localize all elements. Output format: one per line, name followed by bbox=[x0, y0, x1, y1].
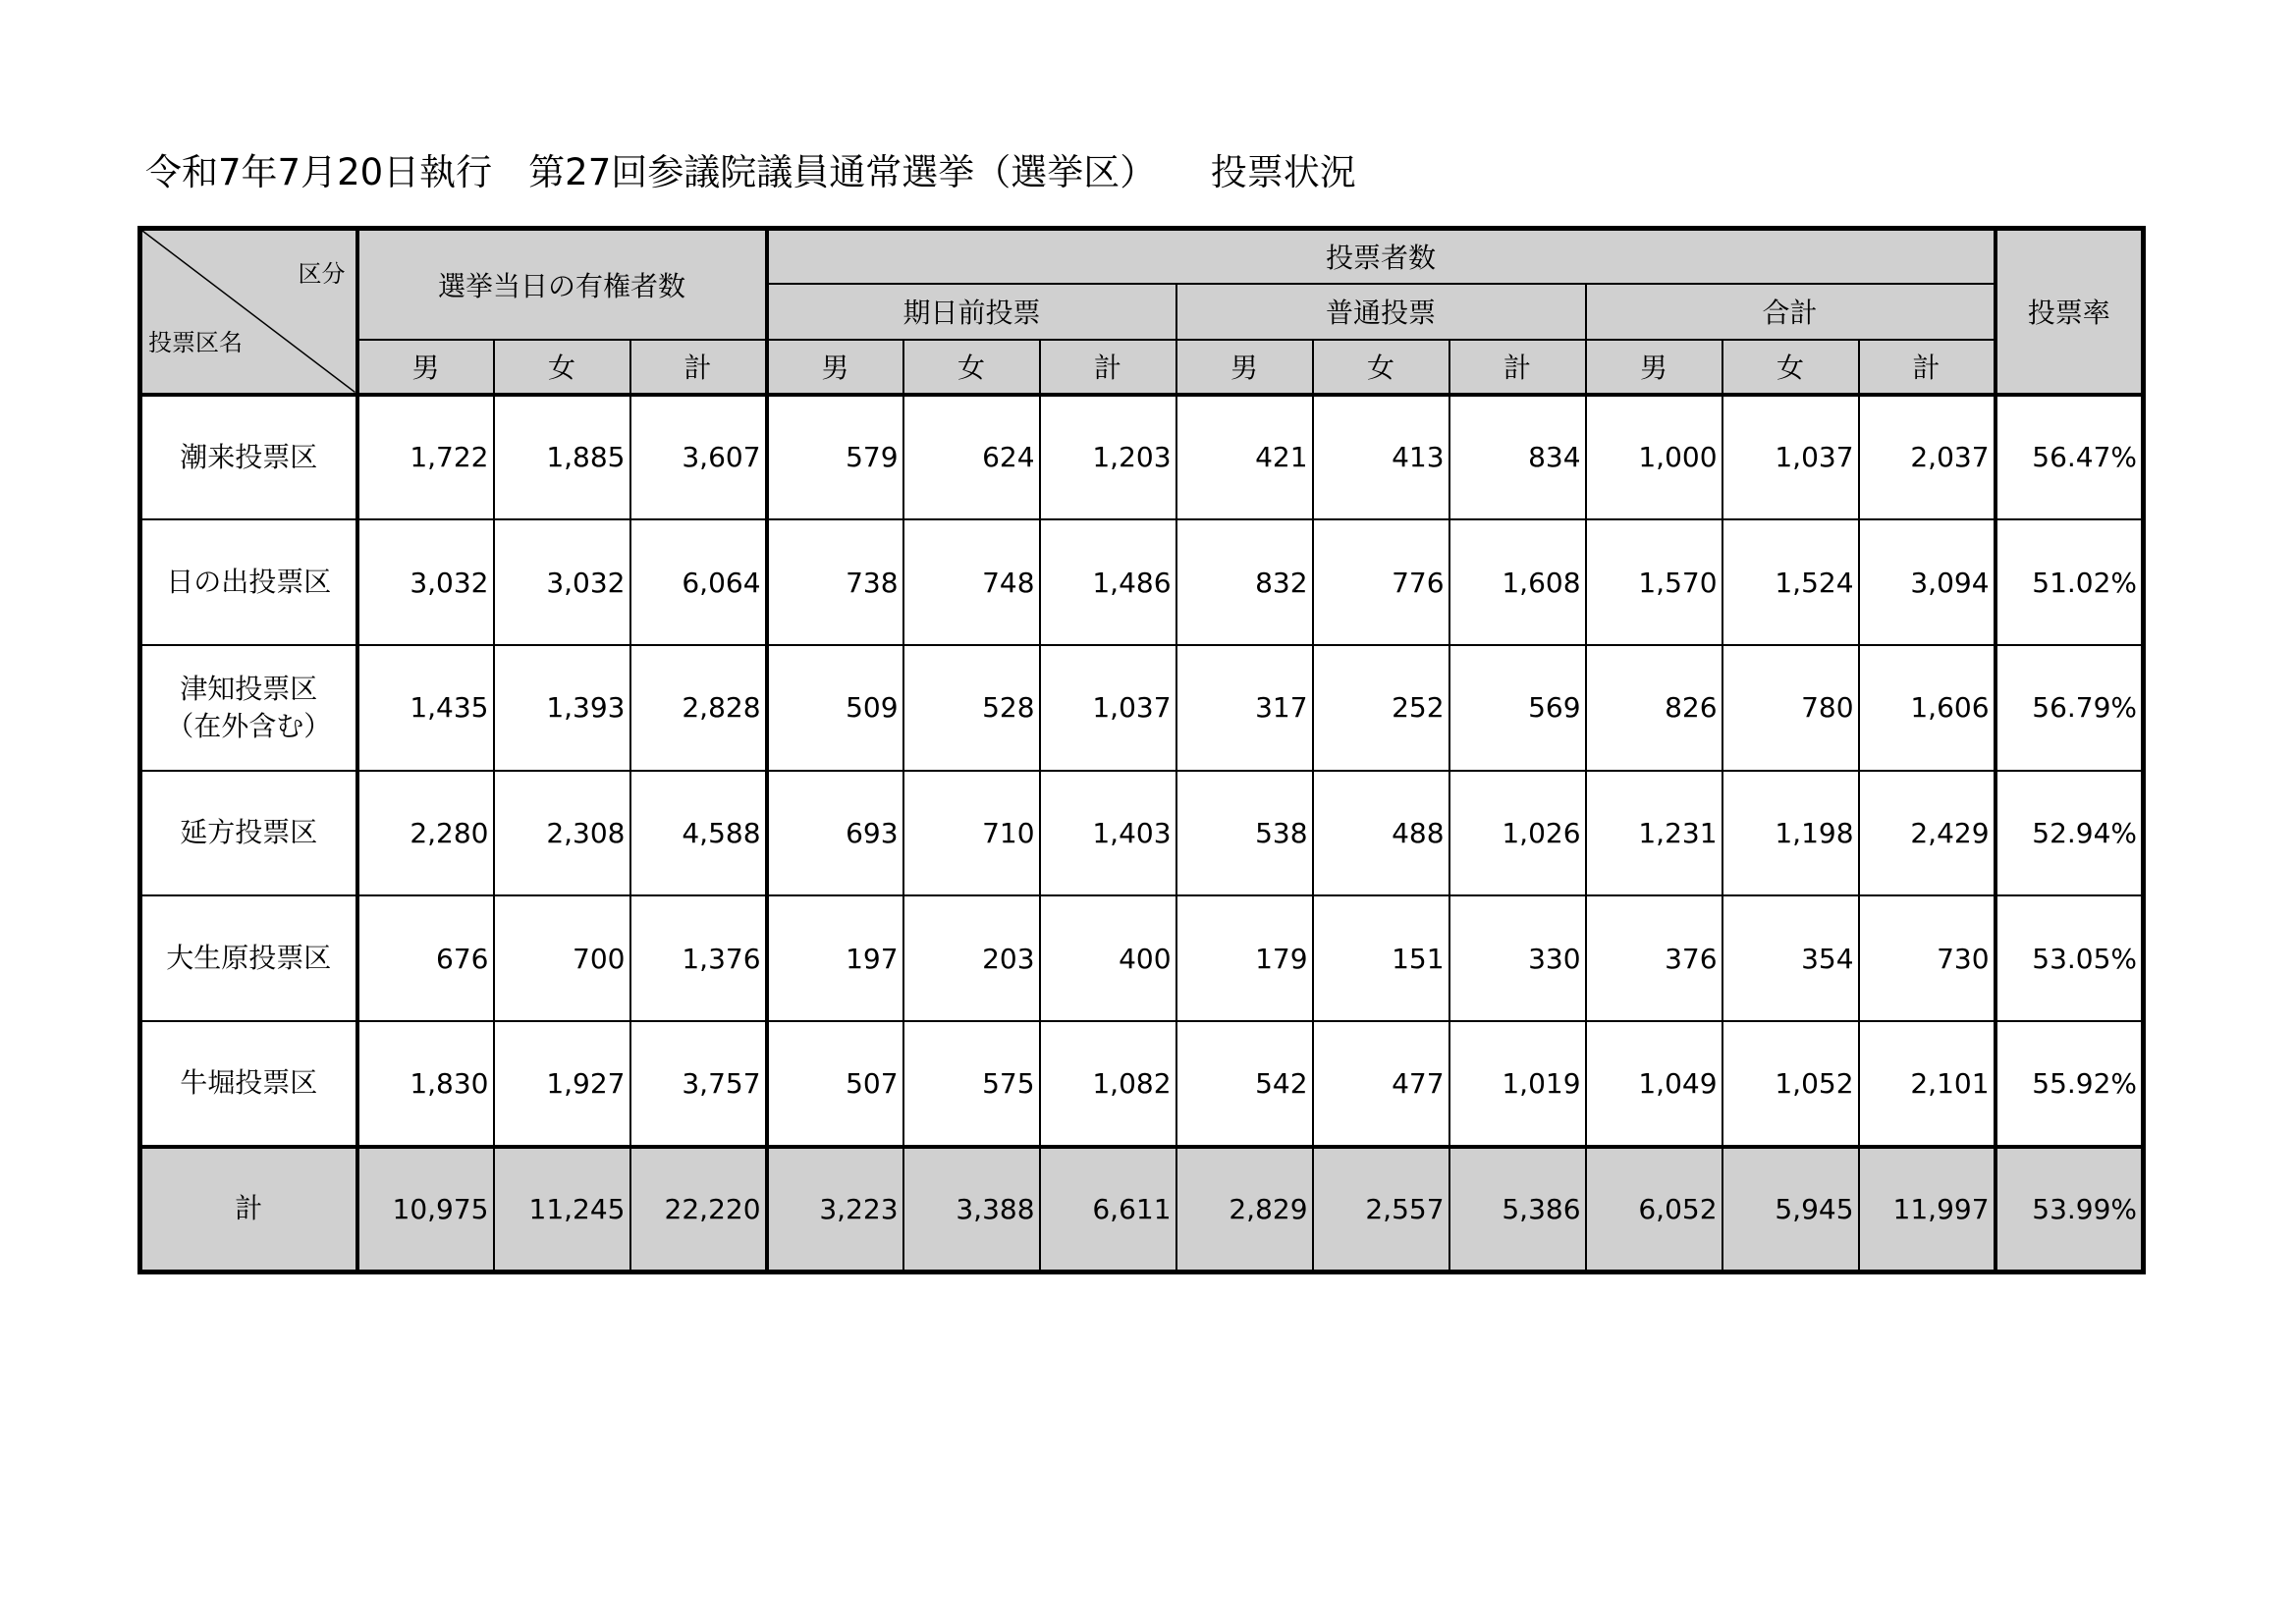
total-row bbox=[140, 1147, 2144, 1272]
turnout-cell: 53.99% bbox=[1995, 1147, 2144, 1272]
regular-total-cell: 834 bbox=[1449, 395, 1586, 520]
early-male-cell: 3,223 bbox=[767, 1147, 903, 1272]
eligible-total-cell: 4,588 bbox=[630, 771, 767, 896]
district-name bbox=[140, 645, 357, 771]
eligible-total-cell: 22,220 bbox=[630, 1147, 767, 1272]
regular-male-cell: 832 bbox=[1176, 519, 1313, 645]
regular-female-cell: 488 bbox=[1313, 771, 1449, 896]
eligible-female-cell: 1,885 bbox=[494, 395, 630, 520]
sum-header: 合計 bbox=[1586, 284, 1995, 340]
voting-status-table bbox=[137, 226, 2146, 1274]
eligible-female-cell: 1,927 bbox=[494, 1021, 630, 1147]
turnout-cell: 53.05% bbox=[1995, 895, 2144, 1021]
early-male-cell: 197 bbox=[767, 895, 903, 1021]
early-total-cell: 6,611 bbox=[1040, 1147, 1176, 1272]
regular-total-cell: 1,608 bbox=[1449, 519, 1586, 645]
sum-female-cell: 354 bbox=[1722, 895, 1859, 1021]
early-male-cell: 738 bbox=[767, 519, 903, 645]
regular-female-cell: 2,557 bbox=[1313, 1147, 1449, 1272]
regular-voting-header: 普通投票 bbox=[1176, 284, 1586, 340]
early-total-cell: 1,082 bbox=[1040, 1021, 1176, 1147]
eligible-female-cell: 11,245 bbox=[494, 1147, 630, 1272]
early-male-cell: 579 bbox=[767, 395, 903, 520]
district-name bbox=[140, 1021, 357, 1147]
regular-total-cell: 330 bbox=[1449, 895, 1586, 1021]
turnout-cell: 56.79% bbox=[1995, 645, 2144, 771]
sum-female-header: 女 bbox=[1722, 340, 1859, 395]
sum-female-cell: 780 bbox=[1722, 645, 1859, 771]
category-label: 区分 bbox=[298, 260, 346, 288]
early-female-cell: 624 bbox=[903, 395, 1040, 520]
turnout-cell: 51.02% bbox=[1995, 519, 2144, 645]
turnout-cell: 56.47% bbox=[1995, 395, 2144, 520]
district-name-text: 延方投票区 bbox=[180, 816, 318, 849]
district-name-text: 日の出投票区 bbox=[166, 566, 332, 599]
district-name-text: 大生原投票区 bbox=[166, 942, 332, 975]
eligible-total-cell: 2,828 bbox=[630, 645, 767, 771]
eligible-voters-header: 選挙当日の有権者数 bbox=[357, 229, 767, 340]
regular-female-cell: 776 bbox=[1313, 519, 1449, 645]
voters-header: 投票者数 bbox=[767, 229, 1995, 284]
table-row bbox=[140, 395, 2144, 520]
regular-total-cell: 1,026 bbox=[1449, 771, 1586, 896]
table-row bbox=[140, 645, 2144, 771]
sum-female-cell: 1,037 bbox=[1722, 395, 1859, 520]
early-total-cell: 1,037 bbox=[1040, 645, 1176, 771]
early-male-cell: 507 bbox=[767, 1021, 903, 1147]
district-name bbox=[140, 519, 357, 645]
early-male-header: 男 bbox=[767, 340, 903, 395]
eligible-male-cell: 676 bbox=[357, 895, 494, 1021]
district-name bbox=[140, 395, 357, 520]
regular-female-cell: 477 bbox=[1313, 1021, 1449, 1147]
sum-female-cell: 1,524 bbox=[1722, 519, 1859, 645]
table-row bbox=[140, 519, 2144, 645]
sum-male-cell: 1,231 bbox=[1586, 771, 1722, 896]
early-total-cell: 1,486 bbox=[1040, 519, 1176, 645]
regular-male-header: 男 bbox=[1176, 340, 1313, 395]
early-female-cell: 710 bbox=[903, 771, 1040, 896]
regular-male-cell: 2,829 bbox=[1176, 1147, 1313, 1272]
eligible-total-cell: 1,376 bbox=[630, 895, 767, 1021]
sum-male-cell: 826 bbox=[1586, 645, 1722, 771]
regular-total-cell: 1,019 bbox=[1449, 1021, 1586, 1147]
eligible-total-header: 計 bbox=[630, 340, 767, 395]
regular-female-cell: 151 bbox=[1313, 895, 1449, 1021]
turnout-header: 投票率 bbox=[1995, 229, 2144, 395]
eligible-male-cell: 1,830 bbox=[357, 1021, 494, 1147]
regular-male-cell: 179 bbox=[1176, 895, 1313, 1021]
regular-female-header: 女 bbox=[1313, 340, 1449, 395]
eligible-male-cell: 1,722 bbox=[357, 395, 494, 520]
sum-total-cell: 3,094 bbox=[1859, 519, 1995, 645]
regular-total-header: 計 bbox=[1449, 340, 1586, 395]
eligible-total-cell: 3,607 bbox=[630, 395, 767, 520]
sum-total-cell: 2,101 bbox=[1859, 1021, 1995, 1147]
early-female-cell: 748 bbox=[903, 519, 1040, 645]
district-name-text: 潮来投票区 bbox=[180, 440, 318, 473]
sum-male-cell: 376 bbox=[1586, 895, 1722, 1021]
early-female-header: 女 bbox=[903, 340, 1040, 395]
eligible-female-header: 女 bbox=[494, 340, 630, 395]
early-female-cell: 575 bbox=[903, 1021, 1040, 1147]
early-total-cell: 1,403 bbox=[1040, 771, 1176, 896]
district-name bbox=[140, 895, 357, 1021]
eligible-male-cell: 3,032 bbox=[357, 519, 494, 645]
regular-total-cell: 5,386 bbox=[1449, 1147, 1586, 1272]
sum-total-header: 計 bbox=[1859, 340, 1995, 395]
sum-female-cell: 1,198 bbox=[1722, 771, 1859, 896]
early-total-cell: 400 bbox=[1040, 895, 1176, 1021]
table-row bbox=[140, 895, 2144, 1021]
regular-male-cell: 317 bbox=[1176, 645, 1313, 771]
eligible-female-cell: 2,308 bbox=[494, 771, 630, 896]
turnout-cell: 55.92% bbox=[1995, 1021, 2144, 1147]
early-total-cell: 1,203 bbox=[1040, 395, 1176, 520]
regular-male-cell: 538 bbox=[1176, 771, 1313, 896]
document-title: 令和7年7月20日執行 第27回参議院議員通常選挙（選挙区） 投票状況 bbox=[145, 151, 1356, 193]
district-name bbox=[140, 771, 357, 896]
eligible-total-cell: 3,757 bbox=[630, 1021, 767, 1147]
sum-female-cell: 5,945 bbox=[1722, 1147, 1859, 1272]
sum-total-cell: 730 bbox=[1859, 895, 1995, 1021]
sum-total-cell: 2,037 bbox=[1859, 395, 1995, 520]
early-female-cell: 203 bbox=[903, 895, 1040, 1021]
district-name-note: （在外含む） bbox=[166, 709, 332, 742]
district-name-text: 牛堀投票区 bbox=[180, 1066, 318, 1100]
diagonal-header-cell bbox=[140, 229, 357, 395]
regular-female-cell: 252 bbox=[1313, 645, 1449, 771]
sum-male-cell: 1,570 bbox=[1586, 519, 1722, 645]
total-label bbox=[140, 1147, 357, 1272]
early-male-cell: 693 bbox=[767, 771, 903, 896]
sum-total-cell: 11,997 bbox=[1859, 1147, 1995, 1272]
sum-total-cell: 1,606 bbox=[1859, 645, 1995, 771]
early-female-cell: 3,388 bbox=[903, 1147, 1040, 1272]
eligible-male-cell: 10,975 bbox=[357, 1147, 494, 1272]
regular-male-cell: 421 bbox=[1176, 395, 1313, 520]
eligible-male-cell: 1,435 bbox=[357, 645, 494, 771]
turnout-cell: 52.94% bbox=[1995, 771, 2144, 896]
sum-male-cell: 1,000 bbox=[1586, 395, 1722, 520]
early-female-cell: 528 bbox=[903, 645, 1040, 771]
table-row bbox=[140, 1021, 2144, 1147]
district-name-label: 投票区名 bbox=[148, 328, 243, 356]
regular-male-cell: 542 bbox=[1176, 1021, 1313, 1147]
early-male-cell: 509 bbox=[767, 645, 903, 771]
district-name-text: 津知投票区 bbox=[180, 672, 318, 705]
eligible-female-cell: 700 bbox=[494, 895, 630, 1021]
sum-male-cell: 6,052 bbox=[1586, 1147, 1722, 1272]
regular-female-cell: 413 bbox=[1313, 395, 1449, 520]
eligible-male-header: 男 bbox=[357, 340, 494, 395]
eligible-female-cell: 3,032 bbox=[494, 519, 630, 645]
table-row bbox=[140, 771, 2144, 896]
early-voting-header: 期日前投票 bbox=[767, 284, 1176, 340]
sum-female-cell: 1,052 bbox=[1722, 1021, 1859, 1147]
eligible-female-cell: 1,393 bbox=[494, 645, 630, 771]
regular-total-cell: 569 bbox=[1449, 645, 1586, 771]
sum-total-cell: 2,429 bbox=[1859, 771, 1995, 896]
district-name-text: 計 bbox=[235, 1192, 263, 1225]
early-total-header: 計 bbox=[1040, 340, 1176, 395]
sum-male-header: 男 bbox=[1586, 340, 1722, 395]
sum-male-cell: 1,049 bbox=[1586, 1021, 1722, 1147]
eligible-total-cell: 6,064 bbox=[630, 519, 767, 645]
eligible-male-cell: 2,280 bbox=[357, 771, 494, 896]
